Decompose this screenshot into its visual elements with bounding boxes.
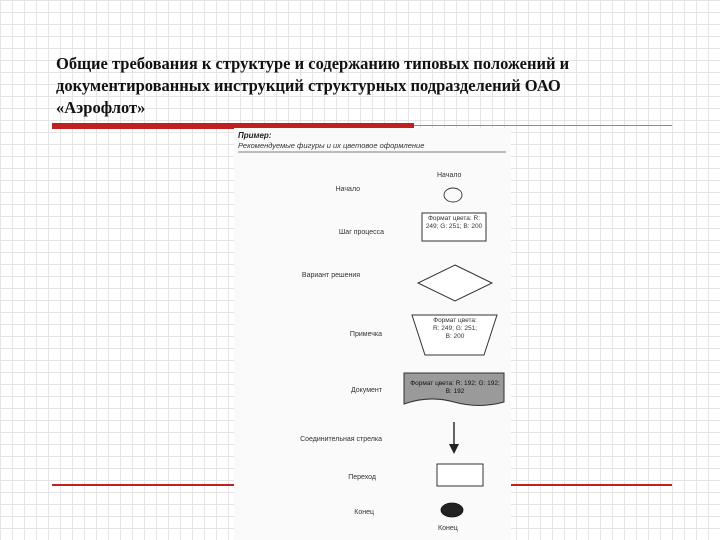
slide-title [56,53,706,119]
document-text: Формат цвета: R: 192; G: 192; B: 192 [410,380,500,395]
end-shape [234,128,511,540]
figure-subheading: Рекомендуемые фигуры и их цветовое оформление [238,141,425,150]
footer-rule-right [511,484,672,486]
label-end: Конец [354,509,374,516]
label-decision: Вариант решения [301,272,361,279]
title-line-1: Общие требования к структуре и содержанию типовых положений и [56,54,570,73]
label-note: Примечка [349,331,382,338]
flowchart-legend-figure [234,128,511,540]
note-text: Формат цвета: R: 249; G: 251; B: 200 [432,317,478,340]
caption-start: Начало [437,172,462,179]
label-document: Документ [350,387,382,394]
label-transition: Переход [348,474,376,481]
title-line-3: «Аэрофлот» [56,98,146,117]
label-process-step: Шаг процесса [338,229,384,236]
caption-end: Конец [438,525,458,532]
label-connector-arrow: Соединительная стрелка [300,436,382,443]
process-step-text: Формат цвета: R: 249; G: 251; B: 200 [425,215,483,230]
footer-rule-left [52,484,234,486]
title-rule [414,125,672,126]
figure-heading: Пример: [238,131,272,140]
title-line-2: документированных инструкций структурных подразделений ОАО [56,76,561,95]
label-start: Начало [335,186,360,193]
